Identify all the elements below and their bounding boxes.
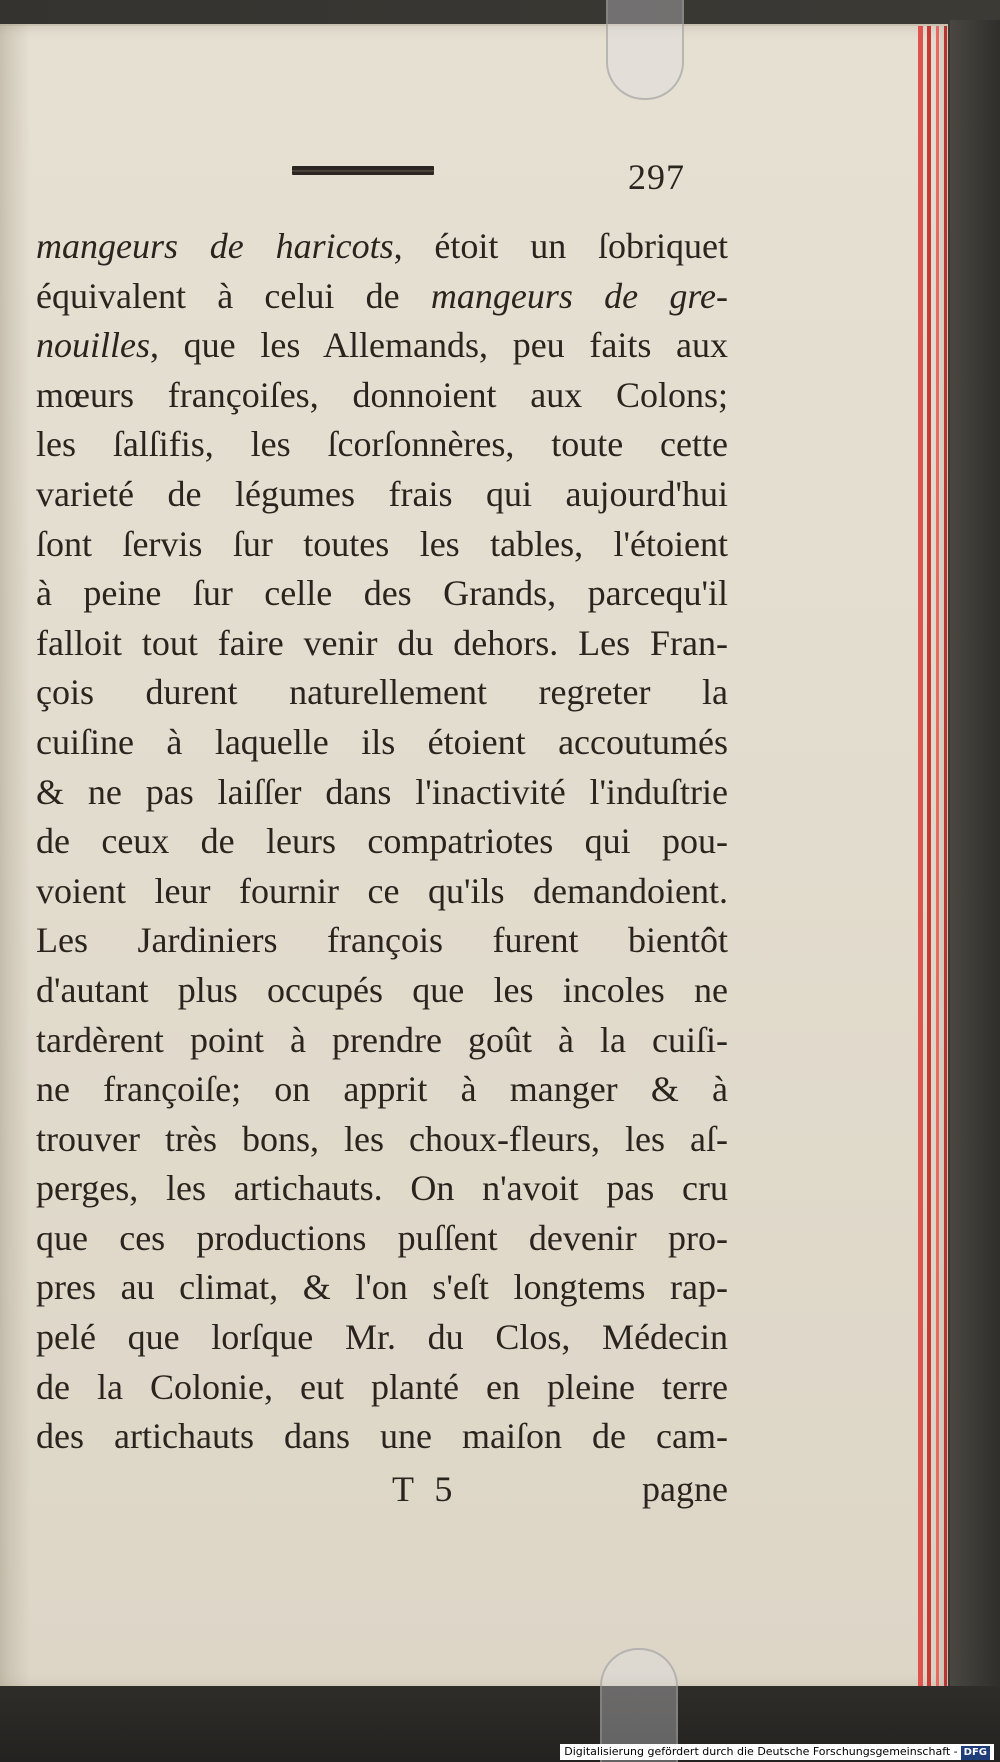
text-line (36, 916, 728, 966)
text-run: que ces productions puſſent devenir pro- (36, 1217, 728, 1258)
header-rule (292, 166, 434, 175)
text-run: perges, les artichauts. On n'avoit pas cru (36, 1168, 728, 1209)
text-run: falloit tout faire venir du dehors. Les Fran- (36, 622, 728, 663)
book-cover-edge (950, 20, 1000, 1720)
text-line (36, 966, 728, 1016)
text-line (36, 619, 728, 669)
text-line (36, 1412, 728, 1462)
text-run: varieté de légumes frais qui aujourd'hui (36, 473, 728, 514)
text-line (36, 272, 728, 322)
italic-text: nouilles (36, 325, 150, 366)
text-line (36, 1016, 728, 1066)
text-line (36, 222, 728, 272)
page-number: 297 (628, 157, 685, 197)
text-run: ne françoiſe; on apprit à manger & à (36, 1069, 728, 1110)
text-line (36, 569, 728, 619)
text-run: d'autant plus occupés que les incoles ne (36, 969, 728, 1010)
red-page-edge (936, 26, 939, 1688)
text-line (36, 520, 728, 570)
text-run: ſont ſervis ſur toutes les tables, l'étoient (36, 523, 728, 564)
text-run: cuiſine à laquelle ils étoient accoutumés (36, 721, 728, 762)
text-line (36, 371, 728, 421)
text-line (36, 1313, 728, 1363)
red-page-edge (927, 26, 931, 1688)
page-footer (36, 1468, 728, 1518)
text-line (36, 768, 728, 818)
text-run: de la Colonie, eut planté en pleine terre (36, 1366, 728, 1407)
text-run: Les Jardiniers françois furent bientôt (36, 920, 728, 961)
digitization-credit (560, 1744, 994, 1760)
text-run: les ſalſifis, les ſcorſonnères, toute cette (36, 424, 728, 465)
text-line (36, 718, 728, 768)
signature-mark: T 5 (392, 1469, 459, 1509)
text-line (36, 321, 728, 371)
dfg-logo: DFG (961, 1746, 990, 1760)
text-run: trouver très bons, les choux-fleurs, les aſ- (36, 1118, 728, 1159)
italic-text: mangeurs de gre- (430, 275, 728, 316)
text-run: , que les Allemands, peu faits aux (150, 325, 728, 366)
text-run: des artichauts dans une maiſon de cam- (36, 1416, 728, 1457)
text-run: çois durent naturellement regreter la (36, 672, 728, 713)
text-run: à peine ſur celle des Grands, parcequ'il (36, 573, 728, 614)
page-gutter-shadow (0, 24, 30, 1686)
text-run: mœurs françoiſes, donnoient aux Colons; (36, 374, 728, 415)
text-run: tardèrent point à prendre goût à la cuiſi- (36, 1019, 728, 1060)
text-line (36, 470, 728, 520)
text-line (36, 1115, 728, 1165)
text-line (36, 1263, 728, 1313)
text-line (36, 1214, 728, 1264)
text-line (36, 668, 728, 718)
text-run: équivalent à celui de (36, 275, 431, 316)
text-run: de ceux de leurs compatriotes qui pou- (36, 821, 728, 862)
text-line (36, 1164, 728, 1214)
italic-text: mangeurs de haricots (36, 226, 394, 266)
text-line (36, 1065, 728, 1115)
text-run: , étoit un ſobriquet (393, 226, 728, 266)
text-line (36, 817, 728, 867)
text-line (36, 1363, 728, 1413)
text-line (36, 867, 728, 917)
red-page-edge (944, 26, 947, 1688)
text-run: pelé que lorſque Mr. du Clos, Médecin (36, 1317, 728, 1358)
text-run: & ne pas laiſſer dans l'inactivité l'induſtrie (36, 771, 728, 812)
catchword: pagne (642, 1469, 728, 1509)
page-clip-top (606, 0, 684, 100)
text-run: voient leur fournir ce qu'ils demandoient. (36, 870, 728, 911)
body-text (36, 222, 728, 1462)
text-line (36, 420, 728, 470)
red-page-edge (918, 26, 923, 1688)
credit-text: Digitalisierung gefördert durch die Deutsche Forschungsgemeinschaft - (564, 1745, 958, 1758)
text-run: pres au climat, & l'on s'eſt longtems rap- (36, 1267, 728, 1308)
